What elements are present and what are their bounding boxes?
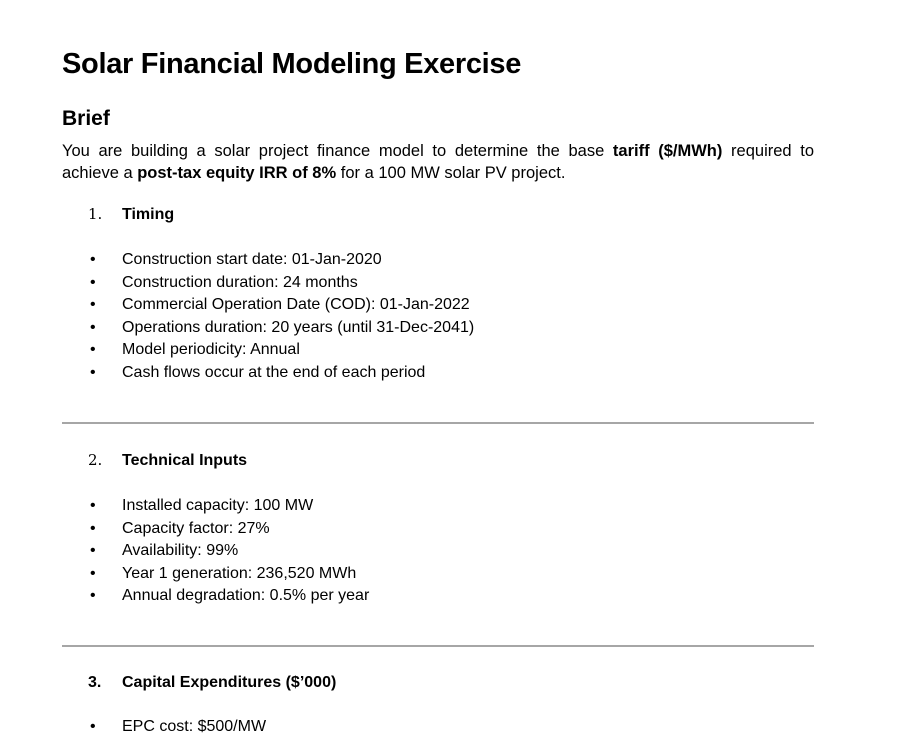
brief-paragraph: [62, 140, 814, 184]
list-item: • Commercial Operation Date (COD): 01-Jan-2022: [62, 294, 474, 317]
list-item: • Cash flows occur at the end of each period: [62, 362, 474, 385]
brief-text: for a 100 MW solar PV project.: [336, 164, 566, 182]
section-number: 1.: [88, 205, 103, 223]
brief-text: required to achieve a: [62, 142, 815, 182]
divider: [62, 645, 814, 647]
list-item: • Operations duration: 20 years (until 31-Dec-2041): [62, 317, 474, 340]
brief-bold-irr: post-tax equity IRR of 8%: [137, 164, 337, 182]
list-item: • Capacity factor: 27%: [62, 518, 369, 541]
section-heading-technical: [88, 451, 247, 470]
technical-list: [62, 495, 369, 608]
brief-text: You are building a solar project finance model to determine the base: [62, 142, 613, 160]
list-item: • Construction start date: 01-Jan-2020: [62, 249, 474, 272]
page-title: Solar Financial Modeling Exercise: [62, 48, 522, 80]
list-item: • Year 1 generation: 236,520 MWh: [62, 563, 369, 586]
list-item: • Model periodicity: Annual: [62, 339, 474, 362]
section-heading-capex: [88, 674, 336, 692]
capex-list: [62, 716, 266, 739]
list-item: • EPC cost: $500/MW: [62, 716, 266, 739]
list-item: • Construction duration: 24 months: [62, 272, 474, 295]
timing-list: [62, 249, 474, 384]
list-item: • Availability: 99%: [62, 540, 369, 563]
section-title: Capital Expenditures ($’000): [122, 674, 337, 691]
section-title: Technical Inputs: [122, 452, 248, 469]
section-number: 3.: [88, 674, 102, 691]
section-heading-timing: [88, 205, 174, 224]
brief-bold-tariff: tariff ($/MWh): [612, 142, 723, 160]
section-title: Timing: [122, 206, 175, 223]
section-number: 2.: [88, 451, 103, 469]
list-item: • Installed capacity: 100 MW: [62, 495, 369, 518]
brief-heading: Brief: [62, 107, 110, 130]
list-item: • Annual degradation: 0.5% per year: [62, 585, 369, 608]
divider: [62, 422, 814, 424]
